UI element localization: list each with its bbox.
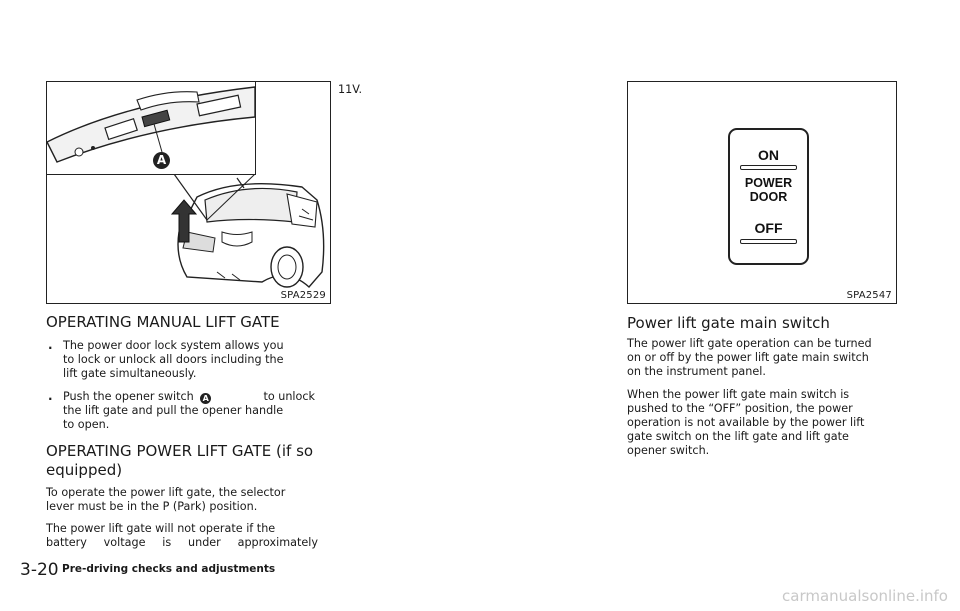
bullet-line: the lift gate and pull the opener handle [63,404,284,417]
figure-code: SPA2529 [280,290,326,301]
paragraph-line: pushed to the “OFF” position, the power [627,402,853,415]
bullet-text: to unlock [263,390,315,403]
heading-manual-lift-gate: OPERATING MANUAL LIFT GATE [46,313,280,331]
watermark-text: carmanualsonline.info [782,587,948,605]
heading-power-lift-gate-line1: OPERATING POWER LIFT GATE (if so [46,442,314,460]
bullet-line: to lock or unlock all doors including the [63,353,284,366]
bullet-line: The power door lock system allows you [63,339,284,352]
callout-a-inline: A [200,393,211,404]
switch-top-bar [740,165,797,170]
paragraph-line: on or off by the power lift gate main switch [627,351,869,364]
opener-switch-closeup [47,82,256,175]
figure-power-door-switch [627,81,897,304]
power-door-switch [728,128,809,265]
paragraph-line: opener switch. [627,444,710,457]
paragraph-line: To operate the power lift gate, the selector [46,486,286,499]
paragraph-continuation: 11V. [338,83,363,96]
bullet-line: to open. [63,418,110,431]
bullet-marker: . [48,338,53,352]
switch-bottom-bar [740,239,797,244]
switch-on-label: ON [758,147,779,163]
paragraph-line: lever must be in the P (Park) position. [46,500,258,513]
paragraph-line: on the instrument panel. [627,365,766,378]
paragraph-line: When the power lift gate main switch is [627,388,850,401]
figure-code: SPA2547 [846,290,892,301]
page-number: 3-20 [20,560,59,580]
paragraph-line: battery voltage is under approximately [46,536,318,549]
callout-a-marker: A [153,152,170,169]
paragraph-line: operation is not available by the power lift [627,416,865,429]
bullet-line: lift gate simultaneously. [63,367,197,380]
paragraph-line: The power lift gate operation can be turned [627,337,872,350]
switch-door-label: DOOR [749,190,788,204]
paragraph-line: The power lift gate will not operate if the [46,522,276,535]
opener-handle-illustration [47,82,255,174]
chapter-title: Pre-driving checks and adjustments [62,563,276,575]
switch-power-label: POWER [744,176,793,190]
bullet-text: Push the opener switch [63,390,194,403]
bullet-marker: . [48,389,53,403]
figure-lift-gate-opener [46,81,331,304]
heading-power-lift-gate-line2: equipped) [46,461,123,479]
bullet-line [63,390,315,405]
switch-off-label: OFF [754,220,783,236]
heading-main-switch: Power lift gate main switch [627,314,830,332]
paragraph-line: gate switch on the lift gate and lift gate [627,430,849,443]
